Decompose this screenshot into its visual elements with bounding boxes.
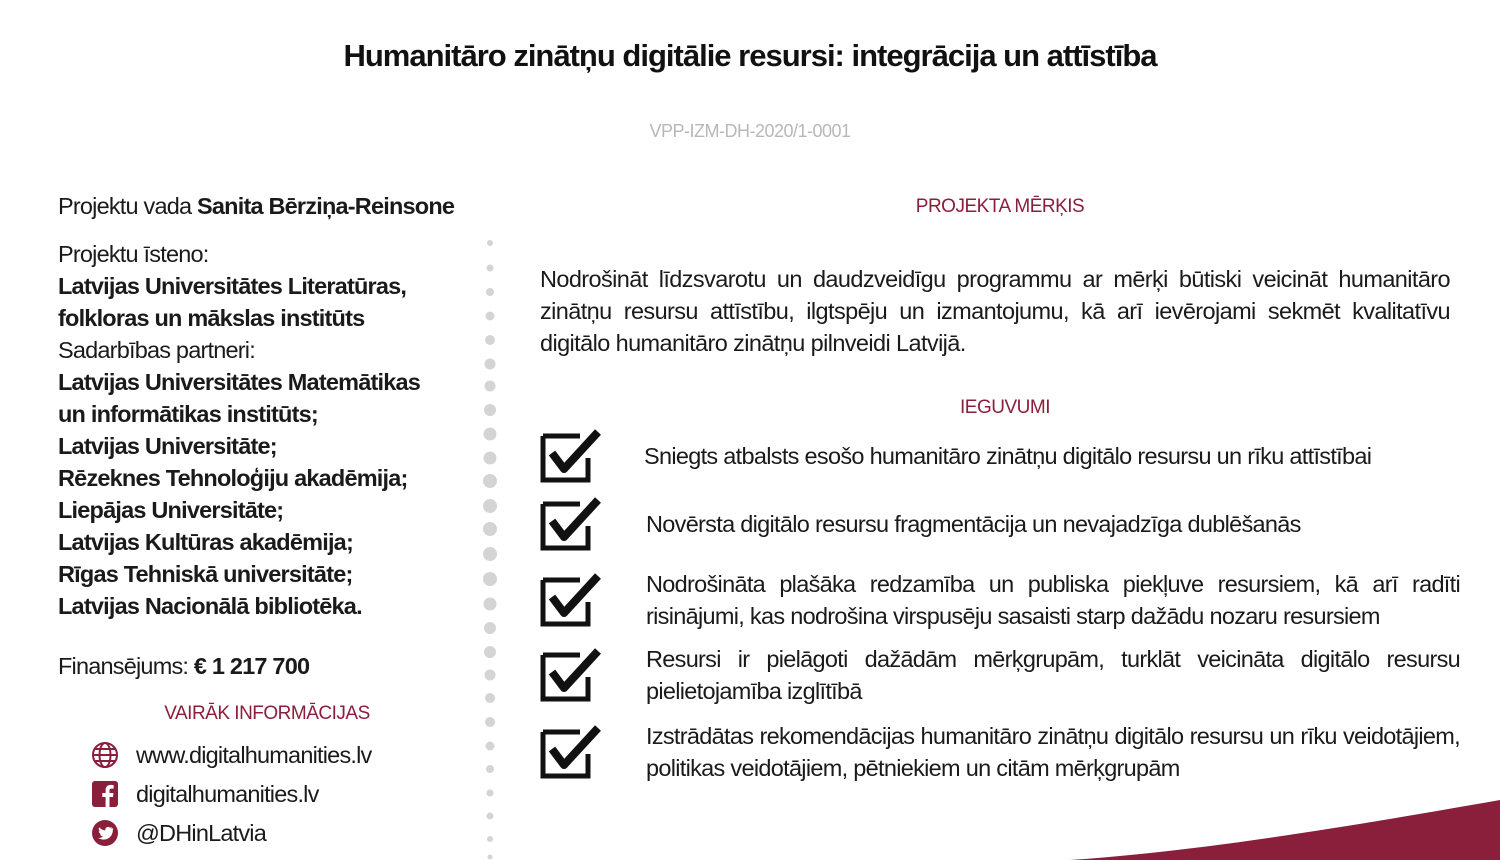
partner-line: un informātikas institūts; [58,401,318,427]
partners-label: Sadarbības partneri: [58,337,255,363]
dotted-divider [483,238,497,860]
benefit-item [540,428,1460,484]
implementer-line: Latvijas Universitātes Literatūras, [58,273,407,299]
facebook-link-text[interactable]: digitalhumanities.lv [136,780,319,807]
twitter-icon [90,818,120,848]
more-info-title: VAIRĀK INFORMĀCIJAS [164,703,370,724]
checkbox-check-icon [540,724,602,780]
project-code: VPP-IZM-DH-2020/1-0001 [649,121,851,141]
benefit-item [540,720,1460,784]
benefit-text: Novērsta digitālo resursu fragmentācija un nevajadzīga dublēšanās [646,511,1301,537]
project-info [58,190,488,682]
implementer-line: folkloras un mākslas institūts [58,305,365,331]
globe-icon [90,740,120,770]
partner-line: Liepājas Universitāte; [58,497,284,523]
checkbox-check-icon [540,572,602,628]
facebook-icon [90,779,120,809]
partner-line: Latvijas Universitāte; [58,433,277,459]
project-lead [58,190,488,222]
benefit-item [540,568,1460,632]
goal-text: Nodrošināt līdzsvarotu un daudzveidīgu programmu ar mērķi būtiski veicināt humanitāro zinātņu resursu attīstību, ilgtspēju un izmantojumu, kā arī ievērojami sekmēt kvalitatīvu digitālo humanitāro zinātņu pilnveidi Latvijā. [540,266,1450,356]
benefit-item [540,643,1460,707]
twitter-link[interactable] [90,818,266,848]
partner-line: Rīgas Tehniskā universitāte; [58,561,353,587]
benefits-title: IEGUVUMI [960,397,1050,418]
corner-decoration [1070,800,1500,860]
lead-prefix: Projektu vada [58,193,198,219]
benefit-text: Izstrādātas rekomendācijas humanitāro zinātņu digitālo resursu un rīku veidotājiem, politikas veidotājiem, pētniekiem un citām mērķgrupām [646,723,1460,781]
partner-line: Latvijas Universitātes Matemātikas [58,369,421,395]
checkbox-check-icon [540,647,602,703]
twitter-link-text[interactable]: @DHinLatvia [136,819,266,846]
checkbox-check-icon [540,496,602,552]
facebook-link[interactable] [90,779,319,809]
partner-line: Latvijas Kultūras akadēmija; [58,529,353,555]
benefit-text: Resursi ir pielāgoti dažādām mērķgrupām, turklāt veicināta digitālo resursu pielietojamība izglītībā [646,646,1460,704]
benefit-text: Nodrošināta plašāka redzamība un publiska piekļuve resursiem, kā arī radīti risinājumi, kas nodrošina virspusēju sasaisti starp dažādu nozaru resursiem [646,571,1460,629]
partner-line: Latvijas Nacionālā bibliotēka. [58,593,362,619]
funding-value: € 1 217 700 [193,653,310,679]
funding-label: Finansējums: [58,653,194,679]
website-link-text[interactable]: www.digitalhumanities.lv [136,741,372,768]
implementer-label: Projektu īsteno: [58,241,209,267]
website-link[interactable] [90,740,372,770]
funding [58,650,488,682]
lead-name: Sanita Bērziņa-Reinsone [197,193,455,219]
goal-title: PROJEKTA MĒRĶIS [915,196,1085,217]
benefit-item [540,496,1460,552]
partner-line: Rēzeknes Tehnoloģiju akadēmija; [58,465,408,491]
checkbox-check-icon [540,428,602,484]
benefit-text: Sniegts atbalsts esošo humanitāro zinātņu digitālo resursu un rīku attīstībai [644,443,1372,469]
page-title: Humanitāro zinātņu digitālie resursi: integrācija un attīstība [343,38,1157,73]
